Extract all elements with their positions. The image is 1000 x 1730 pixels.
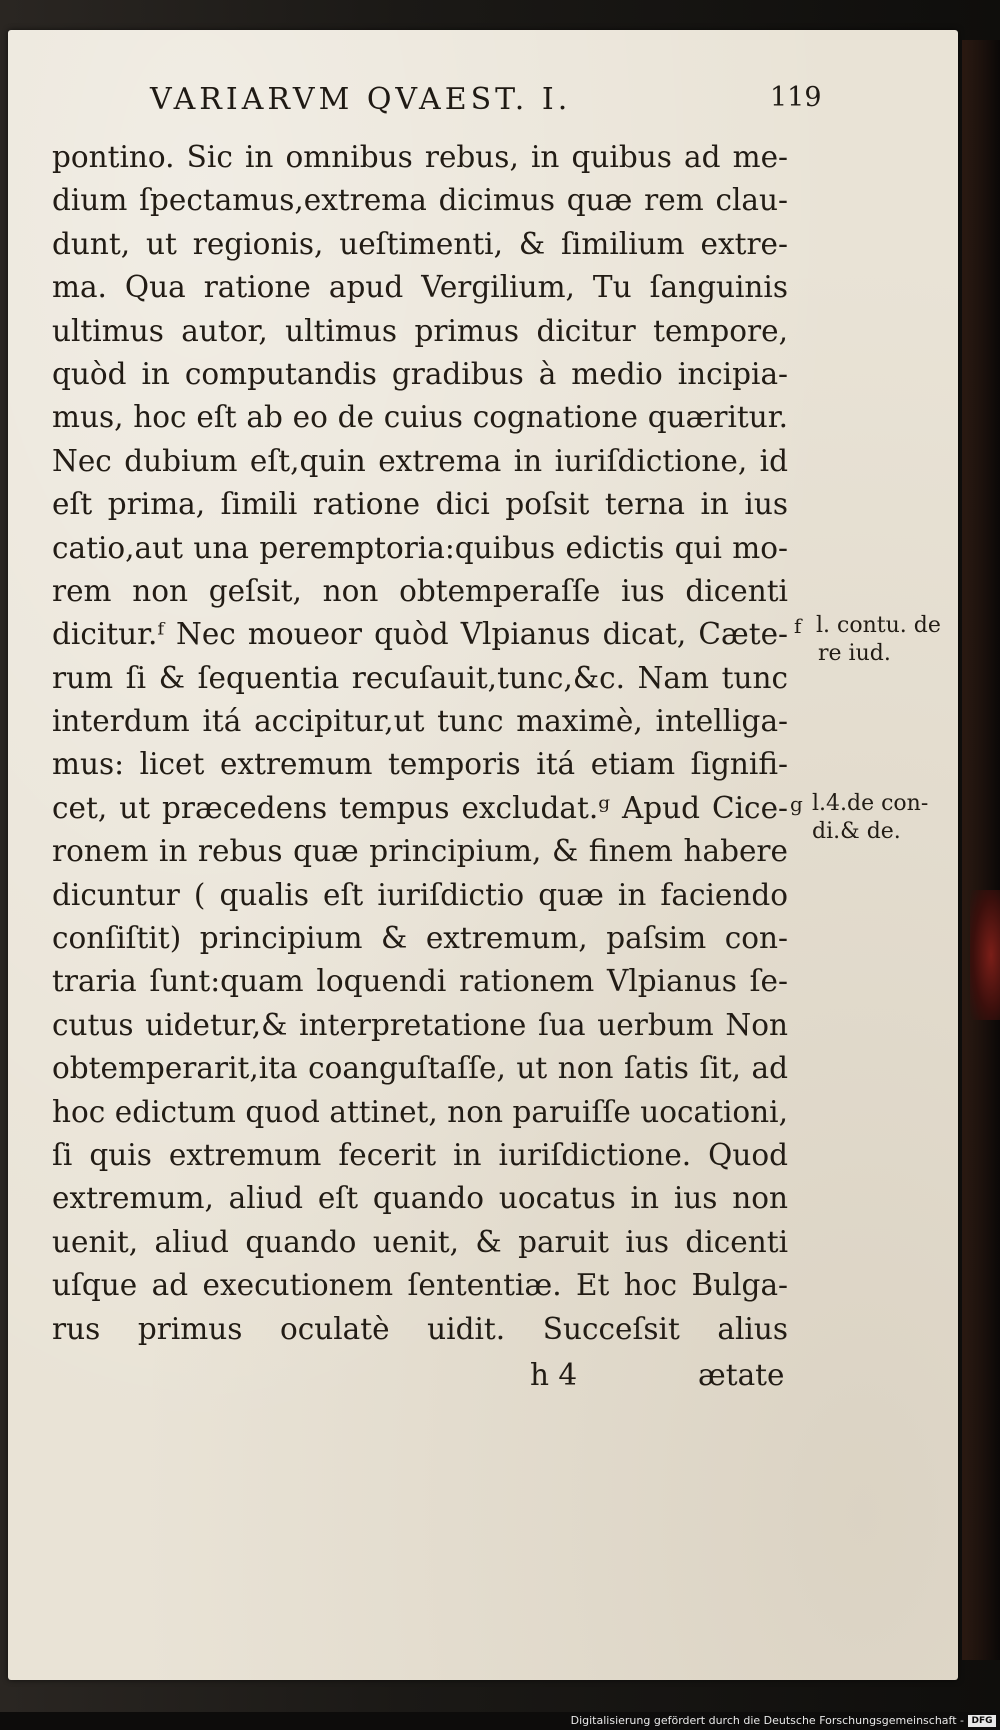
text-line: ma. Qua ratione apud Vergilium, Tu ſanguinis	[52, 270, 788, 305]
text-line: interdum itá accipitur,ut tunc maximè, intelliga-	[52, 704, 788, 739]
text-line: dicuntur ( qualis eſt iuriſdictio quæ in faciendo	[52, 877, 788, 912]
page-number: 119	[770, 82, 822, 113]
text-line: obtemperarit,ita coanguſtaſſe, ut non ſatis ſit, ad	[52, 1051, 788, 1086]
text-line: extremum, aliud eſt quando uocatus in ius non	[52, 1181, 788, 1216]
book-edge	[962, 40, 1000, 1660]
text-block	[52, 136, 788, 1351]
note-line: l.4.de con-	[812, 791, 929, 816]
page-header	[150, 82, 822, 122]
text-line: quòd in computandis gradibus à medio incipia-	[52, 356, 788, 391]
text-line: rus primus oculatè uidit. Succeſsit alius	[52, 1311, 788, 1346]
ribbon-marker	[970, 890, 1000, 1020]
catchword: ætate	[698, 1358, 785, 1392]
note-line: di.& de.	[812, 819, 901, 844]
text-line: hoc edictum quod attinet, non paruiſſe uocationi,	[52, 1094, 788, 1129]
running-title: VARIARVM QVAEST. I.	[150, 82, 572, 117]
digitization-credit: Digitalisierung gefördert durch die Deutsche Forschungsgemeinschaft -	[570, 1714, 964, 1727]
text-line: conſiſtit) principium & extremum, paſsim con-	[52, 921, 788, 956]
text-line: uenit, aliud quando uenit, & paruit ius dicenti	[52, 1224, 788, 1259]
note-letter: f	[794, 614, 802, 638]
marginal-note-f	[794, 612, 941, 668]
text-line: eſt prima, ſimili ratione dici poſsit terna in ius	[52, 487, 788, 522]
text-line: mus, hoc eſt ab eo de cuius cognatione quæritur.	[52, 400, 788, 435]
text-line: ronem in rebus quæ principium, & finem habere	[52, 834, 788, 869]
text-line: rem non geſsit, non obtemperaſſe ius dicenti	[52, 573, 788, 608]
text-line: rum ſi & ſequentia recuſauit,tunc,&c. Nam tunc	[52, 660, 788, 695]
text-line: pontino. Sic in omnibus rebus, in quibus ad me-	[52, 140, 788, 174]
note-line: l. contu. de	[816, 613, 941, 638]
text-line: cutus uidetur,& interpretatione ſua uerbum Non	[52, 1007, 788, 1042]
text-line: ultimus autor, ultimus primus dicitur tempore,	[52, 313, 788, 348]
dfg-logo: DFG	[968, 1715, 996, 1727]
text-line: cet, ut præcedens tempus excludat.ᵍ Apud Cice-	[52, 790, 788, 825]
text-line: Nec dubium eſt,quin extrema in iuriſdictione, id	[52, 443, 788, 478]
text-line: mus: licet extremum temporis itá etiam ſignifi-	[52, 747, 788, 782]
footer-bar	[0, 1712, 1000, 1730]
text-line: ſi quis extremum fecerit in iuriſdictione. Quod	[52, 1137, 788, 1172]
note-letter: g	[790, 792, 803, 816]
marginal-note-g	[790, 790, 929, 846]
text-line: catio,aut una peremptoria:quibus edictis qui mo-	[52, 530, 788, 565]
text-line: dunt, ut regionis, ueſtimenti, & ſimilium extre-	[52, 226, 788, 261]
catchline	[52, 1358, 788, 1402]
note-line: re iud.	[818, 641, 891, 666]
text-line: traria ſunt:quam loquendi rationem Vlpianus ſe-	[52, 964, 788, 999]
text-line: uſque ad executionem ſententiæ. Et hoc Bulga-	[52, 1268, 788, 1303]
signature-mark: h 4	[530, 1358, 578, 1392]
text-line: dium ſpectamus,extrema dicimus quæ rem clau-	[52, 183, 788, 218]
text-line: dicitur.ᶠ Nec moueor quòd Vlpianus dicat, Cæte-	[52, 617, 788, 652]
